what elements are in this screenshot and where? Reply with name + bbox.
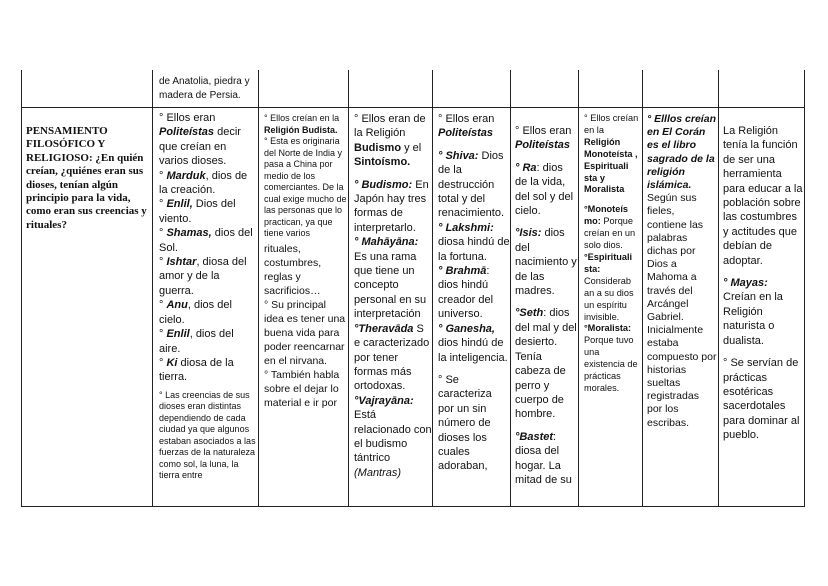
col2-material: ° También habla sobre el dejar lo material e ir por <box>264 368 340 409</box>
col3-theravada: °Theravāda S e caracterizado por tener formas más ortodoxas. <box>354 322 430 393</box>
grid-line-v6 <box>578 70 579 507</box>
col3-cell <box>354 112 432 480</box>
col5-god-item: °Seth: dios del mal y del desierto. Tenía cabeza de perro y cuerpo de hombre. <box>515 307 577 421</box>
col6-moralista: °Moralista: Porque tuvo una existencia de prácticas morales. <box>584 323 638 393</box>
col1-god-item: ° Ishtar, diosa del amor y de la guerra. <box>159 256 247 297</box>
col4-intro-strong: Politeístas <box>438 127 494 140</box>
top-row-col1-cell <box>159 75 255 102</box>
row-header-cell <box>26 125 150 232</box>
col8-function: La Religión tenía la función de ser una herramienta para educar a la población sobre las costumbres y actitudes que debían de adoptar. <box>723 125 803 267</box>
grid-line-v9 <box>804 70 805 507</box>
col2-main-idea: ° Su principal idea es tener una buena vida para poder reencarnar en el nirvana. <box>264 298 346 367</box>
col8-cell <box>723 124 803 443</box>
row-header-text: PENSAMIENTO FILOSÓFICO Y RELIGIOSO: ¿En quién creían, ¿quiénes eran sus dioses, tenían algún principio para la vida, como eran sus creencias y rituales? <box>26 125 147 231</box>
grid-line-v0 <box>21 70 22 507</box>
col1-god-item: ° Enlil, dios del aire. <box>159 328 234 355</box>
col1-beliefs: ° Las creencias de sus dioses eran distintas dependiendo de cada ciudad ya que algunos estaban asociados a las fuerzas de la naturaleza como sol, la luna, la tierra entre <box>159 389 256 481</box>
col1-gods-list <box>159 169 256 385</box>
grid-line-v8 <box>718 70 719 507</box>
grid-line-v2 <box>258 70 259 507</box>
col1-god-item: ° Enlil, Dios del viento. <box>159 198 236 225</box>
col1-god-item: ° Marduk, dios de la creación. <box>159 169 248 197</box>
col2-origin: ° Esta es originaria del Norte de India y pasa a China por medio de los comerciantes. De la cual exige mucho de las personas que lo practican, ya que tiene varios <box>264 136 347 238</box>
col5-intro: ° Ellos eran <box>515 125 572 137</box>
col6-cell <box>584 113 642 395</box>
col1-god-item: ° Shamas, dios del Sol. <box>159 227 253 254</box>
grid-line-v4 <box>432 70 433 507</box>
grid-line-v3 <box>348 70 349 507</box>
col7-text: ° Elllos creían en El Corán es el libro sagrado de la religión islámica. Según sus fieles, contiene las palabras dichas por Dios a Mahoma a través del Arcángel Gabriel. Inicialmente estaba compuesto por historias sueltas registradas por los escribas. <box>647 113 717 429</box>
col8-mayas: ° Mayas: Creían en la Religión naturista o dualista. <box>723 277 783 347</box>
col4-god-item: ° Brahmā: dios hindú creador del universo. <box>438 265 494 321</box>
col4-cell <box>438 112 510 474</box>
col5-intro-strong: Politeístas <box>515 139 571 152</box>
col3-budismo: ° Budismo: En Japón hay tres formas de interpretarlo. <box>354 178 429 234</box>
col7-cell <box>647 113 717 430</box>
col3-vajrayana: °Vajrayāna: Está relacionado con el budismo tántrico (Mantras) <box>354 394 432 479</box>
col4-god-item: ° Shiva: Dios de la destrucción total y del renacimiento. <box>438 149 505 220</box>
col5-god-item: °Isis: dios del nacimiento y de las madres. <box>515 227 577 298</box>
col6-monoteismo: °Monoteís mo: Porque creían en un solo dios. <box>584 204 636 251</box>
grid-line-v7 <box>642 70 643 507</box>
top-row-col1-text: de Anatolia, piedra y madera de Persia. <box>159 76 250 101</box>
col6-religion: ° Ellos creían en la Religión Monoteísta , Espirituali sta y Moralista <box>584 113 639 195</box>
grid-line-v1 <box>152 70 153 507</box>
col6-espiritualista: °Espirituali sta: Considerab an a su dios un espíritu invisible. <box>584 251 634 322</box>
col1-intro: ° Ellos eran Politeístas decir que creían en varios dioses. <box>159 112 241 168</box>
grid-line-h-bottom <box>21 506 805 507</box>
col2-religion: ° Ellos creían en la Religión Budista. <box>264 113 340 135</box>
col1-cell <box>159 111 256 482</box>
col4-last: ° Se caracteriza por un sin número de dioses los cuales adoraban, <box>438 373 492 473</box>
col3-mahayana: ° Mahāyāna: Es una rama que tiene un concepto personal en su interpretación <box>354 236 427 321</box>
col3-religion: ° Ellos eran de la Religión Budismo y el Sintoísmo. <box>354 113 426 169</box>
col5-god-item: ° Ra: dios de la vida, del sol y del cielo. <box>515 161 574 218</box>
col2-cell <box>264 113 348 410</box>
col5-god-item: °Bastet: diosa del hogar. La mitad de su <box>515 430 572 486</box>
col4-intro: ° Ellos eran <box>438 113 495 125</box>
grid-line-h-mid <box>21 107 805 108</box>
col5-cell <box>515 124 578 487</box>
col1-god-item: ° Ki diosa de la tierra. <box>159 356 234 384</box>
col1-god-item: ° Anu, dios del cielo. <box>159 299 232 326</box>
grid-line-v5 <box>510 70 511 507</box>
col8-practices: ° Se servían de prácticas esotéricas sacerdotales para dominar al pueblo. <box>723 357 800 442</box>
col2-rituals: rituales, costumbres, reglas y sacrificios… <box>264 242 322 297</box>
col4-god-item: ° Ganesha, dios hindú de la inteligencia. <box>438 322 508 364</box>
col4-god-item: ° Lakshmi: diosa hindú de la fortuna. <box>438 221 510 263</box>
